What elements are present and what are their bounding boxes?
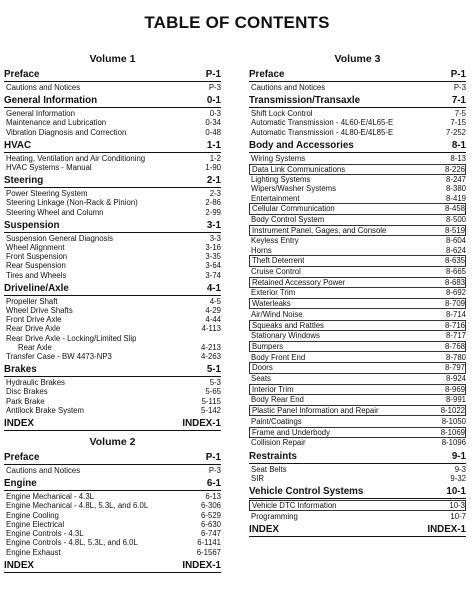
entry-label: General Information [6,109,75,119]
toc-entry[interactable] [4,466,221,475]
section-body-and-accessories [249,140,466,448]
entry-label: Shift Lock Control [251,109,313,119]
entry-label: Engine Controls - 4.8L, 5.3L, and 6.0L [6,538,138,548]
entry-page: 8-226 [445,164,465,174]
entry-page: 8-419 [446,193,466,203]
section-brakes [4,364,221,415]
entry-label: Horns [251,245,272,255]
entry-page: 3-74 [205,270,221,280]
entry-page: 3-3 [209,233,221,243]
entry-page: P-3 [208,83,221,92]
entry-label: Waterleaks [252,299,291,309]
entry-label: Maintenance and Lubrication [6,118,107,128]
entry-label: Rear Suspension [6,261,66,271]
entry-label: Frame and Underbody [252,427,331,437]
entry-page: 8-991 [446,395,466,405]
toc-entry[interactable] [4,538,221,547]
toc-entry[interactable] [4,252,221,261]
entry-label: Vibration Diagnosis and Correction [6,127,127,137]
section-title: Body and Accessories [249,139,354,151]
entry-page: 8-969 [445,384,465,394]
toc-entry[interactable] [249,109,466,118]
entry-label: Stationary Windows [251,331,320,341]
toc-entry[interactable] [249,164,466,175]
toc-entry[interactable] [4,387,221,396]
entry-label: Transfer Case - BW 4473-NP3 [6,352,112,362]
section-title: HVAC [4,139,32,151]
toc-entry[interactable] [4,243,221,252]
volume-1-heading: Volume 1 [89,53,136,65]
section-title: Suspension [4,219,60,231]
entry-page: 4-44 [205,315,221,325]
entry-label: Vehicle DTC Information [252,500,337,510]
entry-label: Programming [251,511,298,521]
entry-page: 8-1050 [441,416,466,426]
entry-page: 8-380 [446,184,466,194]
section-heading[interactable] [249,486,466,499]
entry-page: P-3 [453,83,466,92]
toc-entry[interactable] [249,417,466,426]
entry-page: 1-2 [209,153,221,163]
entry-label: Front Suspension [6,252,68,262]
toc-entry[interactable] [249,288,466,297]
volume-3-heading: Volume 3 [334,53,381,65]
entry-label: Cautions and Notices [6,466,81,476]
section-title: Preface [4,452,40,464]
toc-entry[interactable] [4,501,221,510]
toc-entry[interactable] [4,529,221,538]
toc-entry[interactable] [249,374,466,383]
toc-entry[interactable] [249,225,466,236]
toc-entry[interactable] [249,438,466,447]
section-title: INDEX [4,559,34,571]
section-heading[interactable] [4,560,221,573]
entry-page: 0-3 [209,109,221,119]
toc-entry[interactable] [249,310,466,319]
entry-label: Rear Drive Axle [6,324,61,334]
entry-page: P-3 [208,466,221,476]
section-heading[interactable] [4,140,221,153]
entry-page: 6-306 [201,501,221,511]
entry-label: Wiring Systems [251,153,306,163]
entry-label: Disc Brakes [6,387,48,397]
entry-label: Seat Belts [251,464,287,474]
section-engine [4,478,221,556]
entry-label: Automatic Transmission - 4L80-E/4L85-E [251,127,394,137]
section-title: Restraints [249,450,297,462]
entry-page: 1-90 [205,163,221,173]
entry-page: 0-34 [205,118,221,128]
entry-label: HVAC Systems - Manual [6,163,92,173]
entry-page: 8-247 [446,175,466,185]
volume-2-heading: Volume 2 [89,436,136,449]
entry-label: Cautions and Notices [251,83,326,92]
toc-entry[interactable] [249,203,466,214]
toc-entry[interactable] [4,406,221,415]
entry-page: 8-780 [446,352,466,362]
entry-page: 9-32 [450,473,466,483]
entry-page: 6-1141 [197,538,221,548]
entry-label: Collision Repair [251,438,306,448]
section-page: 1-1 [206,139,221,151]
section-heading[interactable] [4,478,221,491]
toc-entry[interactable] [4,297,221,306]
section-title: Preface [4,69,40,80]
toc-entry[interactable] [249,246,466,255]
entry-label: Lighting Systems [251,175,311,185]
entry-page: 8-458 [445,204,465,214]
entry-label: Retained Accessory Power [252,277,346,287]
entry-page: 4-213 [201,342,221,352]
entry-page: 5-115 [201,396,221,406]
entry-page: 3-35 [205,252,221,262]
toc-entry[interactable] [4,154,221,163]
entry-page: 5-142 [201,405,221,415]
entry-label: Engine Electrical [6,519,65,529]
entry-page: 4-263 [201,352,221,362]
entry-page: 8-717 [446,331,466,341]
entry-page: 6-13 [205,492,221,502]
entry-label: Park Brake [6,396,45,406]
entry-label: Suspension General Diagnosis [6,233,114,243]
toc-entry[interactable] [249,83,466,92]
toc-entry[interactable] [4,306,221,315]
entry-page: 8-1069 [440,427,465,437]
section-steering [4,175,221,217]
section-heading[interactable] [249,451,466,464]
entry-label: Steering Linkage (Non-Rack & Pinion) [6,198,138,208]
toc-entry[interactable] [4,352,221,361]
toc-entry[interactable] [4,109,221,118]
toc-entry[interactable] [4,271,221,280]
toc-entry[interactable] [4,198,221,207]
section-page: 8-1 [451,139,466,151]
entry-page: 8-1096 [441,438,466,448]
toc-entry[interactable] [4,128,221,137]
section-title: Preface [249,69,285,80]
entry-label: Body Front End [251,352,306,362]
entry-label: Rear Drive Axle - Locking/Limited Slip [6,333,137,343]
section-page: P-1 [205,69,221,80]
toc-entry[interactable] [4,334,221,343]
toc-entry[interactable] [4,261,221,270]
entry-label: Entertainment [251,193,300,203]
section-heading[interactable] [249,95,466,108]
section-driveline-axle [4,283,221,361]
toc-entry[interactable] [249,474,466,483]
entry-label: Engine Exhaust [6,547,61,557]
entry-label: Heating, Ventilation and Air Conditioning [6,153,146,163]
entry-page: 8-714 [446,309,466,319]
toc-entry[interactable] [249,395,466,404]
toc-entry[interactable] [4,511,221,520]
entry-page: 3-16 [205,243,221,253]
toc-entry[interactable] [4,397,221,406]
entry-label: Rear Axle [18,342,52,352]
toc-entry[interactable] [4,378,221,387]
entry-page: 5-65 [205,387,221,397]
toc-entry[interactable] [4,548,221,557]
toc-entry[interactable] [249,353,466,362]
entry-page: 7-252 [446,127,466,137]
section-page: 3-1 [206,219,221,231]
section-title: General Information [4,95,98,107]
section-heading[interactable] [4,364,221,377]
toc-entry[interactable] [4,520,221,529]
entry-page: 2-99 [205,207,221,217]
section-page: 6-1 [206,478,221,490]
entry-page: 8-692 [446,288,466,298]
section-page: P-1 [450,69,466,80]
entry-page: 4-5 [209,296,221,306]
entry-page: 8-13 [450,153,466,163]
section-page: 4-1 [206,282,221,294]
toc-entry[interactable] [249,320,466,331]
entry-label: Power Steering System [6,189,88,199]
entry-label: Doors [252,363,273,373]
toc-entry[interactable] [249,331,466,340]
section-title: Brakes [4,364,37,376]
entry-label: Engine Mechanical - 4.8L, 5.3L, and 6.0L [6,501,149,511]
toc-entry[interactable] [249,427,466,438]
toc-entry[interactable] [4,208,221,217]
entry-label: Wheel Alignment [6,243,65,253]
entry-label: Wipers/Washer Systems [251,184,337,194]
entry-label: Engine Cooling [6,510,59,520]
entry-page: 5-3 [209,378,221,388]
entry-page: 6-529 [201,510,221,520]
entry-page: 8-683 [445,277,465,287]
section-heading[interactable] [4,283,221,296]
section-heading[interactable] [249,140,466,153]
toc-entry[interactable] [249,128,466,137]
toc-entry[interactable] [249,341,466,352]
entry-label: Seats [251,374,271,384]
entry-label: Tires and Wheels [6,270,67,280]
entry-label: Bumpers [252,341,284,351]
section-title: Vehicle Control Systems [249,485,364,497]
section-title: Driveline/Axle [4,282,69,294]
entry-label: Automatic Transmission - 4L60-E/4L65-E [251,118,394,128]
section-heading[interactable] [4,69,221,82]
entry-label: Steering Wheel and Column [6,207,104,217]
entry-label: Theft Deterrent [252,256,305,266]
toc-entry[interactable] [249,500,466,511]
entry-page: 3-64 [205,261,221,271]
entry-page: 8-709 [445,299,465,309]
entry-label: Air/Wind Noise [251,309,303,319]
entry-label: Propeller Shaft [6,296,58,306]
section-heading[interactable] [4,220,221,233]
section-heading[interactable] [4,175,221,188]
section-page: 2-1 [206,175,221,187]
entry-label: Body Rear End [251,395,304,405]
section-title: INDEX [249,523,279,535]
toc-entry[interactable] [249,154,466,163]
toc-entry[interactable] [249,384,466,395]
section-preface-v1 [4,69,221,92]
toc-entry[interactable] [4,324,221,333]
entry-page: 8-500 [446,215,466,225]
entry-label: Paint/Coatings [251,416,302,426]
entry-page: 6-630 [201,519,221,529]
entry-page: 2-3 [209,189,221,199]
entry-page: 8-604 [446,236,466,246]
section-title: INDEX [4,418,34,430]
section-title: Steering [4,175,44,187]
section-page: INDEX-1 [182,418,221,430]
section-heading[interactable] [4,95,221,108]
entry-page: 2-86 [205,198,221,208]
toc-entry[interactable] [4,83,221,92]
entry-page: 8-665 [446,267,466,277]
section-heading[interactable] [249,524,466,537]
section-page: 10-1 [446,485,466,497]
entry-label: Body Control System [251,215,325,225]
toc-entry[interactable] [249,277,466,288]
section-page: INDEX-1 [182,559,221,571]
toc-entry[interactable] [249,405,466,416]
toc-entry[interactable] [249,267,466,276]
entry-label: Cruise Control [251,267,301,277]
entry-page: 6-1567 [196,547,221,557]
toc-entry[interactable] [249,175,466,184]
entry-page: 10-3 [449,500,465,510]
entry-page: 8-924 [446,374,466,384]
toc-entry[interactable] [4,118,221,127]
section-suspension [4,220,221,280]
toc-entry[interactable] [4,163,221,172]
entry-label: Squeaks and Rattles [252,320,324,330]
section-index-v2 [4,560,221,573]
section-title: Engine [4,478,37,490]
toc-entry[interactable] [4,234,221,243]
section-heading[interactable] [249,69,466,82]
section-transmission [249,95,466,137]
entry-label: Front Drive Axle [6,315,62,325]
toc-entry[interactable] [249,298,466,309]
section-page: 9-1 [451,450,466,462]
entry-label: Engine Mechanical - 4.3L [6,492,94,502]
section-heading[interactable] [4,452,221,465]
entry-label: Cellular Communication [252,204,335,214]
section-vehicle-control-systems [249,486,466,521]
entry-page: 8-635 [445,256,465,266]
entry-label: Hydraulic Brakes [6,378,65,388]
page-title: TABLE OF CONTENTS [144,13,330,32]
toc-entry[interactable] [4,315,221,324]
section-preface-v2 [4,452,221,475]
entry-label: Exterior Trim [251,288,296,298]
entry-page: 8-1022 [440,406,465,416]
toc-entry[interactable] [249,465,466,474]
section-hvac [4,140,221,172]
entry-label: Plastic Panel Information and Repair [252,406,379,416]
section-page: 7-1 [451,95,466,107]
entry-page: 9-3 [454,464,466,474]
entry-label: Cautions and Notices [6,83,81,92]
toc-entry[interactable] [249,236,466,245]
toc-entry[interactable] [249,184,466,193]
toc-entry[interactable] [249,255,466,266]
section-restraints [249,451,466,483]
section-title: Transmission/Transaxle [249,95,361,107]
toc-entry[interactable] [249,362,466,373]
section-index-v1 [4,418,221,431]
entry-page: 8-624 [446,245,466,255]
entry-page: 4-29 [205,306,221,316]
entry-page: 7-5 [454,109,466,119]
entry-label: Interior Trim [252,384,294,394]
toc-entry[interactable] [4,343,221,352]
entry-page: 8-716 [445,320,465,330]
toc-entry[interactable] [4,492,221,501]
toc-entry[interactable] [249,194,466,203]
entry-label: Engine Controls - 4.3L [6,529,84,539]
entry-page: 8-519 [445,225,465,235]
entry-label: SIR [251,473,264,483]
right-column [249,51,466,540]
entry-page: 8-797 [445,363,465,373]
entry-label: Keyless Entry [251,236,299,246]
section-heading[interactable] [4,418,221,431]
entry-page: 10-7 [450,511,466,521]
section-general-information [4,95,221,137]
section-index-v3 [249,524,466,537]
entry-page: 0-48 [205,127,221,137]
section-page: INDEX-1 [427,523,466,535]
entry-label: Data Link Communications [252,164,346,174]
entry-page: 4-113 [201,324,221,334]
entry-page: 6-747 [201,529,221,539]
toc-entry[interactable] [4,189,221,198]
entry-label: Wheel Drive Shafts [6,306,73,316]
toc-entry[interactable] [249,215,466,224]
section-page: P-1 [205,452,221,464]
section-preface-v3 [249,69,466,92]
entry-label: Antilock Brake System [6,405,84,415]
toc-entry[interactable] [249,512,466,521]
left-column [4,51,221,576]
entry-page: 8-768 [445,341,465,351]
section-page: 0-1 [206,95,221,107]
entry-page: 7-15 [450,118,466,128]
section-page: 5-1 [206,364,221,376]
toc-entry[interactable] [249,118,466,127]
entry-label: Instrument Panel, Gages, and Console [252,225,387,235]
